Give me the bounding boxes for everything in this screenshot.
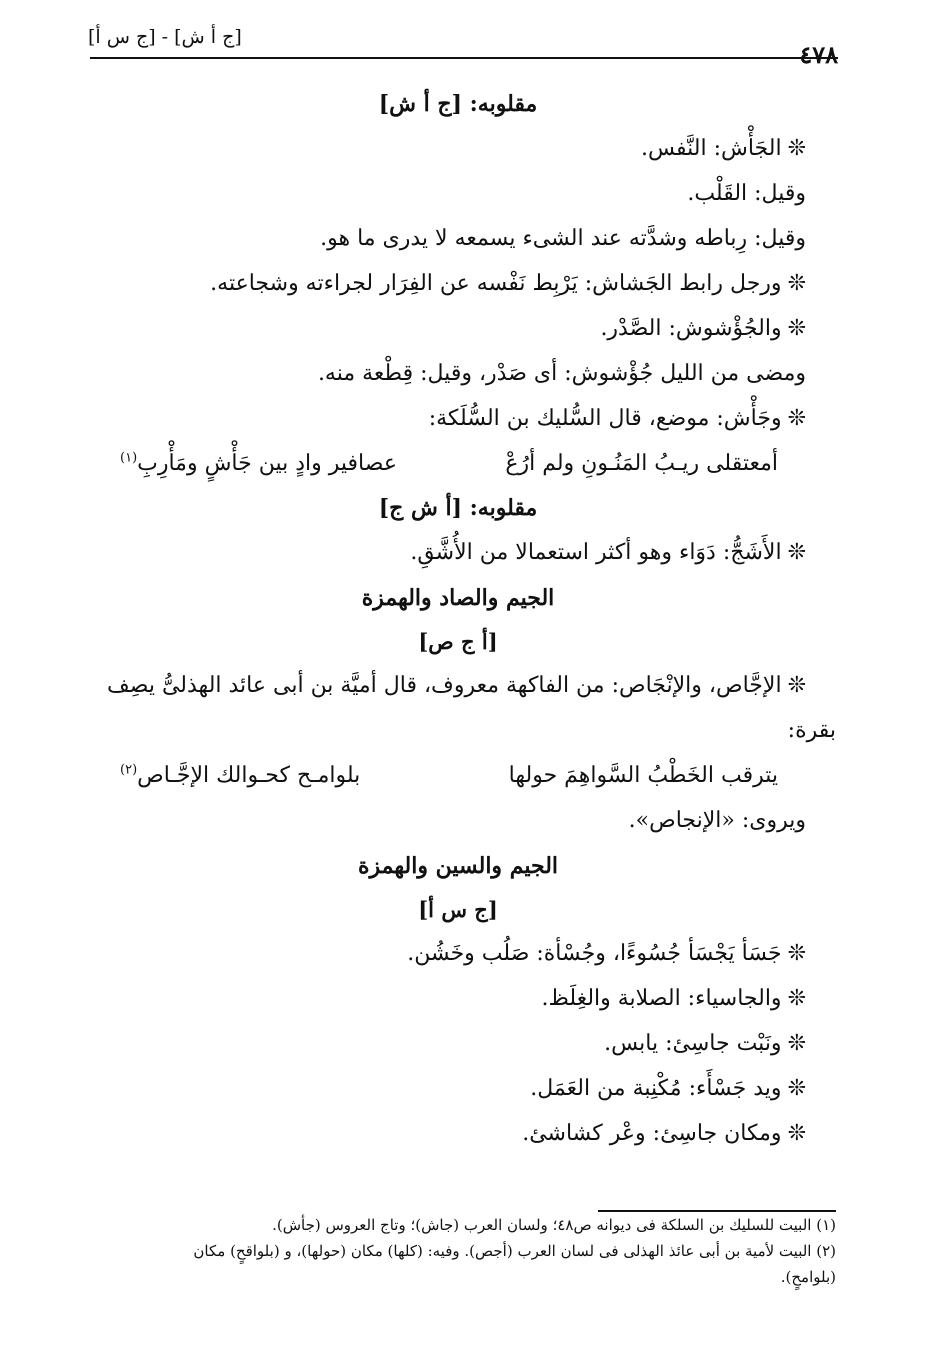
entry-line bbox=[80, 530, 836, 575]
entry-line bbox=[80, 1111, 836, 1156]
entry-text: بقرة: bbox=[787, 718, 836, 743]
entry-text: جَسَأ يَجْسَأ جُسُوءًا، وجُسْأة: صَلُب وخَشُن. bbox=[407, 941, 782, 966]
entry-text: وقيل: رِباطه وشدَّته عند الشىء يسمعه لا يدرى ما هو. bbox=[320, 226, 806, 251]
subheading-reversed-jash: مقلوبه: [ج أ ش] bbox=[378, 91, 538, 117]
bullet-icon: ❊ bbox=[787, 406, 806, 431]
bullet-icon: ❊ bbox=[787, 673, 806, 698]
page-number: ٤٧٨ bbox=[799, 40, 838, 69]
entry-line bbox=[80, 708, 836, 753]
footnote-2-continued: (بلوامحٍ). bbox=[780, 1268, 836, 1286]
bullet-icon: ❊ bbox=[787, 986, 806, 1011]
bullet-icon: ❊ bbox=[787, 540, 806, 565]
entry-text: ونَبْت جاسِئ: يابس. bbox=[604, 1031, 782, 1056]
verse-line-2 bbox=[80, 753, 836, 798]
subheading-reversed-ashj: مقلوبه: [أ ش ج] bbox=[378, 495, 538, 521]
entry-text: ويد جَسْأَء: مُكْنِبة من العَمَل. bbox=[530, 1076, 782, 1101]
bullet-icon: ❊ bbox=[787, 271, 806, 296]
verse-line-1 bbox=[80, 441, 836, 486]
entry-text: ومضى من الليل جُؤْشوش: أى صَدْر، وقيل: قِطْعة منه. bbox=[317, 361, 806, 386]
entry-text: والجُؤْشوش: الصَّدْر. bbox=[600, 316, 782, 341]
bullet-icon: ❊ bbox=[787, 1076, 806, 1101]
entry-line bbox=[80, 396, 836, 441]
entry-line bbox=[80, 261, 836, 306]
root-heading-ajs: [أ ج ص] bbox=[418, 629, 498, 654]
entry-line bbox=[80, 976, 836, 1021]
entry-line bbox=[80, 171, 836, 216]
bullet-icon: ❊ bbox=[787, 136, 806, 161]
footnote-ref-1[interactable]: (١) bbox=[120, 450, 138, 466]
bullet-icon: ❊ bbox=[787, 941, 806, 966]
entry-text: وقيل: القَلْب. bbox=[687, 181, 806, 206]
running-head bbox=[88, 26, 838, 69]
entry-text: الإجَّاص، والإنْجَاص: من الفاكهة معروف، قال أميَّة بن أبى عائد الهذلىُّ يصِف bbox=[107, 673, 782, 698]
entry-line bbox=[80, 663, 836, 708]
bullet-icon: ❊ bbox=[787, 1031, 806, 1056]
entry-line bbox=[80, 931, 836, 976]
entry-text: ومكان جاسِئ: وعْر كشاشئ. bbox=[522, 1121, 782, 1146]
entry-line bbox=[80, 306, 836, 351]
verse-hemistich-second: عصافير وادٍ بين جَأْشٍ ومَأْرِبِ$^{(١)}$ bbox=[120, 450, 397, 476]
footnote-2: (٢) البيت لأمية بن أبى عائذ الهذلى فى لسان العرب (أجص). وفيه: (كلها) مكان (حولها)، و (بلواقحٍ) مكان bbox=[193, 1242, 836, 1260]
entry-text: الجَأْش: النَّفس. bbox=[640, 136, 782, 161]
bullet-icon: ❊ bbox=[787, 1121, 806, 1146]
entry-text: وجَأْش: موضع، قال السُّليك بن السُّلَكة: bbox=[428, 406, 782, 431]
entry-line bbox=[80, 126, 836, 171]
footnote-ref-2[interactable]: (٢) bbox=[120, 762, 138, 778]
root-heading-jsa: [ج س أ] bbox=[418, 897, 498, 922]
footnote-1: (١) البيت للسليك بن السلكة فى ديوانه ص٤٨؛ ولسان العرب (جاش)؛ وتاج العروس (جأش). bbox=[272, 1216, 836, 1234]
entry-text: والجاسياء: الصلابة والغِلَظ. bbox=[541, 986, 782, 1011]
entry-line bbox=[80, 351, 836, 396]
entry-text: ورجل رابط الجَشاش: يَرْبِط نَفْسه عن الفِرَار لجراءته وشجاعته. bbox=[210, 271, 782, 296]
verse-hemistich-first: أمعتقلى ريـبُ المَنُـونِ ولم أرُعْ bbox=[505, 451, 778, 476]
header-range: [ج أ ش] - [ج س أ] bbox=[88, 26, 242, 48]
page-body bbox=[80, 82, 836, 1156]
verse-hemistich-first: يترقب الخَطْبُ السَّواهِمَ حولها bbox=[508, 763, 778, 788]
entry-line bbox=[80, 216, 836, 261]
footnotes bbox=[80, 1212, 836, 1290]
entry-text: ويروى: «الإنجاص». bbox=[628, 808, 806, 833]
entry-line bbox=[80, 1021, 836, 1066]
verse-hemistich-second: بلوامـح كحـوالك الإجَّـاص$^{(٢)}$ bbox=[120, 762, 361, 788]
header-rule bbox=[90, 57, 838, 59]
entry-line bbox=[80, 798, 836, 843]
entry-text: الأَشَجُّ: دَوَاء وهو أكثر استعمالا من الأُشَّقِ. bbox=[410, 540, 782, 565]
entry-line bbox=[80, 1066, 836, 1111]
section-heading-jim-sin-hamza: الجيم والسين والهمزة bbox=[357, 853, 559, 879]
bullet-icon: ❊ bbox=[787, 316, 806, 341]
section-heading-jim-sad-hamza: الجيم والصاد والهمزة bbox=[361, 585, 555, 611]
